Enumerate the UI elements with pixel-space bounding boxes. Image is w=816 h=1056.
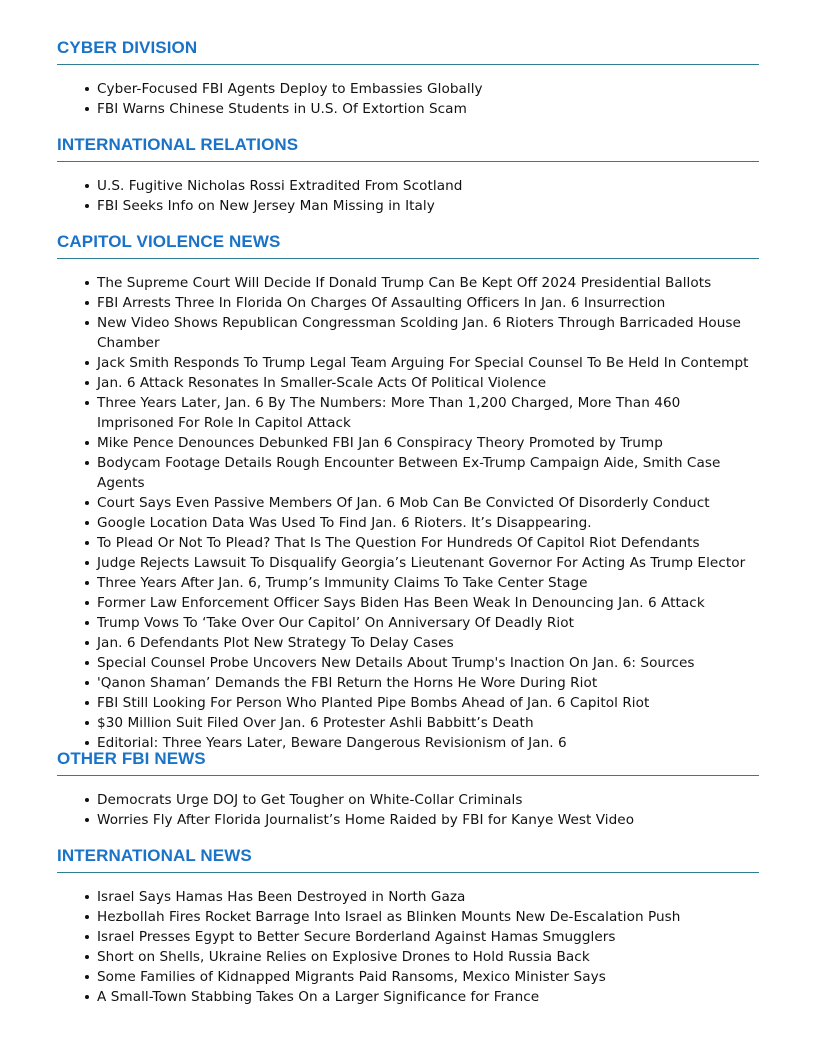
news-item[interactable] bbox=[57, 790, 759, 810]
news-link[interactable]: Some Families of Kidnapped Migrants Paid Ransoms, Mexico Minister Says bbox=[97, 969, 606, 985]
news-item[interactable] bbox=[57, 810, 759, 830]
news-link[interactable]: $30 Million Suit Filed Over Jan. 6 Protester Ashli Babbitt’s Death bbox=[97, 715, 534, 731]
section-divider bbox=[57, 872, 759, 873]
news-item[interactable] bbox=[57, 533, 759, 553]
news-link[interactable]: Three Years Later, Jan. 6 By The Numbers: More Than 1,200 Charged, More Than 460 Imprisoned For Role In Capitol Attack bbox=[97, 395, 681, 431]
news-link[interactable]: Judge Rejects Lawsuit To Disqualify Georgia’s Lieutenant Governor For Acting As Trump Elector bbox=[97, 555, 746, 571]
section-divider bbox=[57, 258, 759, 259]
news-item[interactable] bbox=[57, 176, 759, 196]
news-link[interactable]: A Small-Town Stabbing Takes On a Larger Significance for France bbox=[97, 989, 540, 1005]
news-item[interactable] bbox=[57, 653, 759, 673]
news-item[interactable] bbox=[57, 313, 759, 353]
bullet-icon bbox=[85, 521, 89, 525]
news-link[interactable]: Former Law Enforcement Officer Says Biden Has Been Weak In Denouncing Jan. 6 Attack bbox=[97, 595, 705, 611]
news-link[interactable]: Three Years After Jan. 6, Trump’s Immunity Claims To Take Center Stage bbox=[97, 575, 588, 591]
bullet-icon bbox=[85, 601, 89, 605]
bullet-icon bbox=[85, 915, 89, 919]
news-link[interactable]: Jack Smith Responds To Trump Legal Team Arguing For Special Counsel To Be Held In Contempt bbox=[97, 355, 749, 371]
news-link[interactable]: FBI Arrests Three In Florida On Charges Of Assaulting Officers In Jan. 6 Insurrection bbox=[97, 295, 666, 311]
news-link[interactable]: 'Qanon Shaman’ Demands the FBI Return the Horns He Wore During Riot bbox=[97, 675, 598, 691]
bullet-icon bbox=[85, 381, 89, 385]
section-title: INTERNATIONAL NEWS bbox=[57, 846, 252, 865]
news-item[interactable] bbox=[57, 673, 759, 693]
bullet-icon bbox=[85, 204, 89, 208]
news-link[interactable]: Court Says Even Passive Members Of Jan. 6 Mob Can Be Convicted Of Disorderly Conduct bbox=[97, 495, 710, 511]
section-divider bbox=[57, 161, 759, 162]
news-link[interactable]: FBI Seeks Info on New Jersey Man Missing in Italy bbox=[97, 198, 435, 214]
bullet-icon bbox=[85, 281, 89, 285]
bullet-icon bbox=[85, 361, 89, 365]
news-link[interactable]: Editorial: Three Years Later, Beware Dangerous Revisionism of Jan. 6 bbox=[97, 735, 567, 751]
news-item[interactable] bbox=[57, 353, 759, 373]
news-list bbox=[57, 79, 759, 119]
bullet-icon bbox=[85, 895, 89, 899]
section-international-news bbox=[57, 844, 759, 1007]
news-item[interactable] bbox=[57, 947, 759, 967]
news-item[interactable] bbox=[57, 713, 759, 733]
bullet-icon bbox=[85, 184, 89, 188]
news-item[interactable] bbox=[57, 293, 759, 313]
news-link[interactable]: To Plead Or Not To Plead? That Is The Question For Hundreds Of Capitol Riot Defendants bbox=[97, 535, 700, 551]
news-list bbox=[57, 790, 759, 830]
bullet-icon bbox=[85, 107, 89, 111]
bullet-icon bbox=[85, 87, 89, 91]
bullet-icon bbox=[85, 441, 89, 445]
news-item[interactable] bbox=[57, 196, 759, 216]
news-link[interactable]: Special Counsel Probe Uncovers New Details About Trump's Inaction On Jan. 6: Sources bbox=[97, 655, 695, 671]
bullet-icon bbox=[85, 818, 89, 822]
news-item[interactable] bbox=[57, 373, 759, 393]
news-link[interactable]: Short on Shells, Ukraine Relies on Explosive Drones to Hold Russia Back bbox=[97, 949, 590, 965]
bullet-icon bbox=[85, 501, 89, 505]
bullet-icon bbox=[85, 621, 89, 625]
bullet-icon bbox=[85, 541, 89, 545]
news-link[interactable]: Israel Presses Egypt to Better Secure Borderland Against Hamas Smugglers bbox=[97, 929, 616, 945]
news-item[interactable] bbox=[57, 927, 759, 947]
news-item[interactable] bbox=[57, 987, 759, 1007]
bullet-icon bbox=[85, 561, 89, 565]
bullet-icon bbox=[85, 701, 89, 705]
news-link[interactable]: Mike Pence Denounces Debunked FBI Jan 6 Conspiracy Theory Promoted by Trump bbox=[97, 435, 663, 451]
news-item[interactable] bbox=[57, 79, 759, 99]
news-item[interactable] bbox=[57, 393, 759, 433]
news-link[interactable]: New Video Shows Republican Congressman Scolding Jan. 6 Rioters Through Barricaded House Chamber bbox=[97, 315, 741, 351]
news-item[interactable] bbox=[57, 99, 759, 119]
section-capitol-violence-news bbox=[57, 230, 759, 753]
section-divider bbox=[57, 775, 759, 776]
news-link[interactable]: Cyber-Focused FBI Agents Deploy to Embassies Globally bbox=[97, 81, 483, 97]
news-item[interactable] bbox=[57, 573, 759, 593]
news-link[interactable]: Google Location Data Was Used To Find Jan. 6 Rioters. It’s Disappearing. bbox=[97, 515, 592, 531]
bullet-icon bbox=[85, 721, 89, 725]
news-link[interactable]: The Supreme Court Will Decide If Donald Trump Can Be Kept Off 2024 Presidential Ballots bbox=[97, 275, 712, 291]
bullet-icon bbox=[85, 995, 89, 999]
section-title: INTERNATIONAL RELATIONS bbox=[57, 135, 299, 154]
news-item[interactable] bbox=[57, 433, 759, 453]
section-international-relations bbox=[57, 133, 759, 216]
bullet-icon bbox=[85, 975, 89, 979]
bullet-icon bbox=[85, 798, 89, 802]
news-item[interactable] bbox=[57, 593, 759, 613]
news-link[interactable]: Jan. 6 Attack Resonates In Smaller-Scale Acts Of Political Violence bbox=[97, 375, 547, 391]
news-item[interactable] bbox=[57, 967, 759, 987]
news-link[interactable]: Bodycam Footage Details Rough Encounter Between Ex-Trump Campaign Aide, Smith Case Agents bbox=[97, 455, 721, 491]
news-list bbox=[57, 273, 759, 753]
news-item[interactable] bbox=[57, 553, 759, 573]
bullet-icon bbox=[85, 321, 89, 325]
section-title: OTHER FBI NEWS bbox=[57, 749, 206, 768]
news-item[interactable] bbox=[57, 453, 759, 493]
section-other-fbi-news bbox=[57, 747, 759, 830]
news-list bbox=[57, 887, 759, 1007]
section-title: CAPITOL VIOLENCE NEWS bbox=[57, 232, 281, 251]
section-title: CYBER DIVISION bbox=[57, 38, 198, 57]
news-item[interactable] bbox=[57, 273, 759, 293]
news-item[interactable] bbox=[57, 887, 759, 907]
bullet-icon bbox=[85, 741, 89, 745]
bullet-icon bbox=[85, 641, 89, 645]
news-item[interactable] bbox=[57, 513, 759, 533]
news-link[interactable]: Hezbollah Fires Rocket Barrage Into Israel as Blinken Mounts New De-Escalation Push bbox=[97, 909, 681, 925]
news-link[interactable]: U.S. Fugitive Nicholas Rossi Extradited From Scotland bbox=[97, 178, 463, 194]
news-link[interactable]: Worries Fly After Florida Journalist’s Home Raided by FBI for Kanye West Video bbox=[97, 812, 635, 828]
bullet-icon bbox=[85, 955, 89, 959]
news-link[interactable]: Trump Vows To ‘Take Over Our Capitol’ On Anniversary Of Deadly Riot bbox=[97, 615, 574, 631]
bullet-icon bbox=[85, 461, 89, 465]
news-item[interactable] bbox=[57, 907, 759, 927]
bullet-icon bbox=[85, 301, 89, 305]
section-divider bbox=[57, 64, 759, 65]
news-link[interactable]: Jan. 6 Defendants Plot New Strategy To Delay Cases bbox=[97, 635, 454, 651]
news-link[interactable]: Democrats Urge DOJ to Get Tougher on White-Collar Criminals bbox=[97, 792, 523, 808]
news-item[interactable] bbox=[57, 613, 759, 633]
news-link[interactable]: Israel Says Hamas Has Been Destroyed in North Gaza bbox=[97, 889, 466, 905]
bullet-icon bbox=[85, 681, 89, 685]
news-list bbox=[57, 176, 759, 216]
news-item[interactable] bbox=[57, 493, 759, 513]
bullet-icon bbox=[85, 401, 89, 405]
bullet-icon bbox=[85, 935, 89, 939]
section-cyber-division bbox=[57, 36, 759, 119]
bullet-icon bbox=[85, 581, 89, 585]
news-link[interactable]: FBI Warns Chinese Students in U.S. Of Extortion Scam bbox=[97, 101, 467, 117]
bullet-icon bbox=[85, 661, 89, 665]
news-item[interactable] bbox=[57, 633, 759, 653]
news-item[interactable] bbox=[57, 693, 759, 713]
news-link[interactable]: FBI Still Looking For Person Who Planted Pipe Bombs Ahead of Jan. 6 Capitol Riot bbox=[97, 695, 650, 711]
